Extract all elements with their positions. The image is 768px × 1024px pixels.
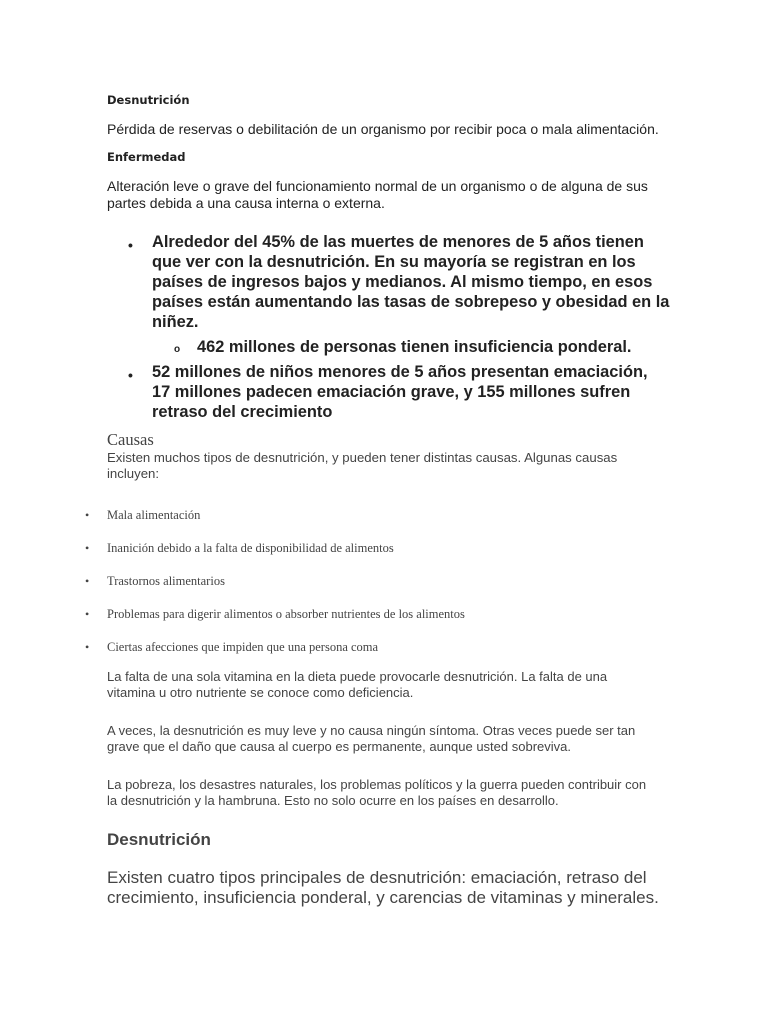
list-item: Ciertas afecciones que impiden que una persona coma bbox=[107, 640, 379, 654]
section-title-causas: Causas bbox=[107, 430, 154, 449]
statistics-list bbox=[0, 232, 768, 422]
list-bullet: • bbox=[128, 237, 133, 253]
list-item: Trastornos alimentarios bbox=[107, 574, 225, 588]
sub-list-bullet: o bbox=[174, 344, 181, 355]
definition-desnutricion: Pérdida de reservas o debilitación de un organismo por recibir poca o mala alimentación. bbox=[107, 121, 659, 137]
definition-enfermedad: Alteración leve o grave del funcionamiento normal de un organismo o de alguna de sus partes debida a una causa interna o externa. bbox=[107, 178, 648, 211]
list-item: Inanición debido a la falta de disponibilidad de alimentos bbox=[107, 541, 394, 555]
list-bullet: • bbox=[85, 640, 90, 654]
paragraph: A veces, la desnutrición es muy leve y no causa ningún síntoma. Otras veces puede ser tan grave que el daño que causa al cuerpo es permanente, aunque usted sobreviva. bbox=[107, 723, 636, 754]
list-item: Alrededor del 45% de las muertes de menores de 5 años tienen que ver con la desnutrición. En su mayoría se registran en los países de ingresos bajos y medianos. Al mismo tiempo, en esos países están aumentando las tasas de sobrepeso y obesidad en la niñez. bbox=[152, 233, 670, 331]
causes-list bbox=[0, 505, 768, 665]
section-heading-desnutricion: Desnutrición bbox=[107, 830, 211, 849]
closing-paragraph: Existen cuatro tipos principales de desnutrición: emaciación, retraso del crecimiento, insuficiencia ponderal, y carencias de vitaminas y minerales. bbox=[107, 868, 659, 907]
list-item: Mala alimentación bbox=[107, 508, 201, 522]
list-bullet: • bbox=[85, 607, 90, 621]
paragraph: La falta de una sola vitamina en la dieta puede provocarle desnutrición. La falta de una vitamina u otro nutriente se conoce como deficiencia. bbox=[107, 669, 608, 700]
list-bullet: • bbox=[85, 541, 90, 555]
term-desnutricion: Desnutrición bbox=[107, 93, 190, 107]
list-item: 52 millones de niños menores de 5 años presentan emaciación, 17 millones padecen emaciación grave, y 155 millones sufren retraso del crecimiento bbox=[152, 363, 648, 421]
paragraph: La pobreza, los desastres naturales, los problemas políticos y la guerra pueden contribuir con la desnutrición y la hambruna. Esto no solo ocurre en los países en desarrollo. bbox=[107, 777, 647, 808]
list-bullet: • bbox=[128, 367, 133, 383]
list-bullet: • bbox=[85, 574, 90, 588]
causas-intro: Existen muchos tipos de desnutrición, y pueden tener distintas causas. Algunas causas incluyen: bbox=[107, 450, 618, 481]
sub-list-item: 462 millones de personas tienen insuficiencia ponderal. bbox=[197, 338, 632, 356]
list-bullet: • bbox=[85, 508, 90, 522]
list-item: Problemas para digerir alimentos o absorber nutrientes de los alimentos bbox=[107, 607, 465, 621]
term-enfermedad: Enfermedad bbox=[107, 150, 186, 164]
